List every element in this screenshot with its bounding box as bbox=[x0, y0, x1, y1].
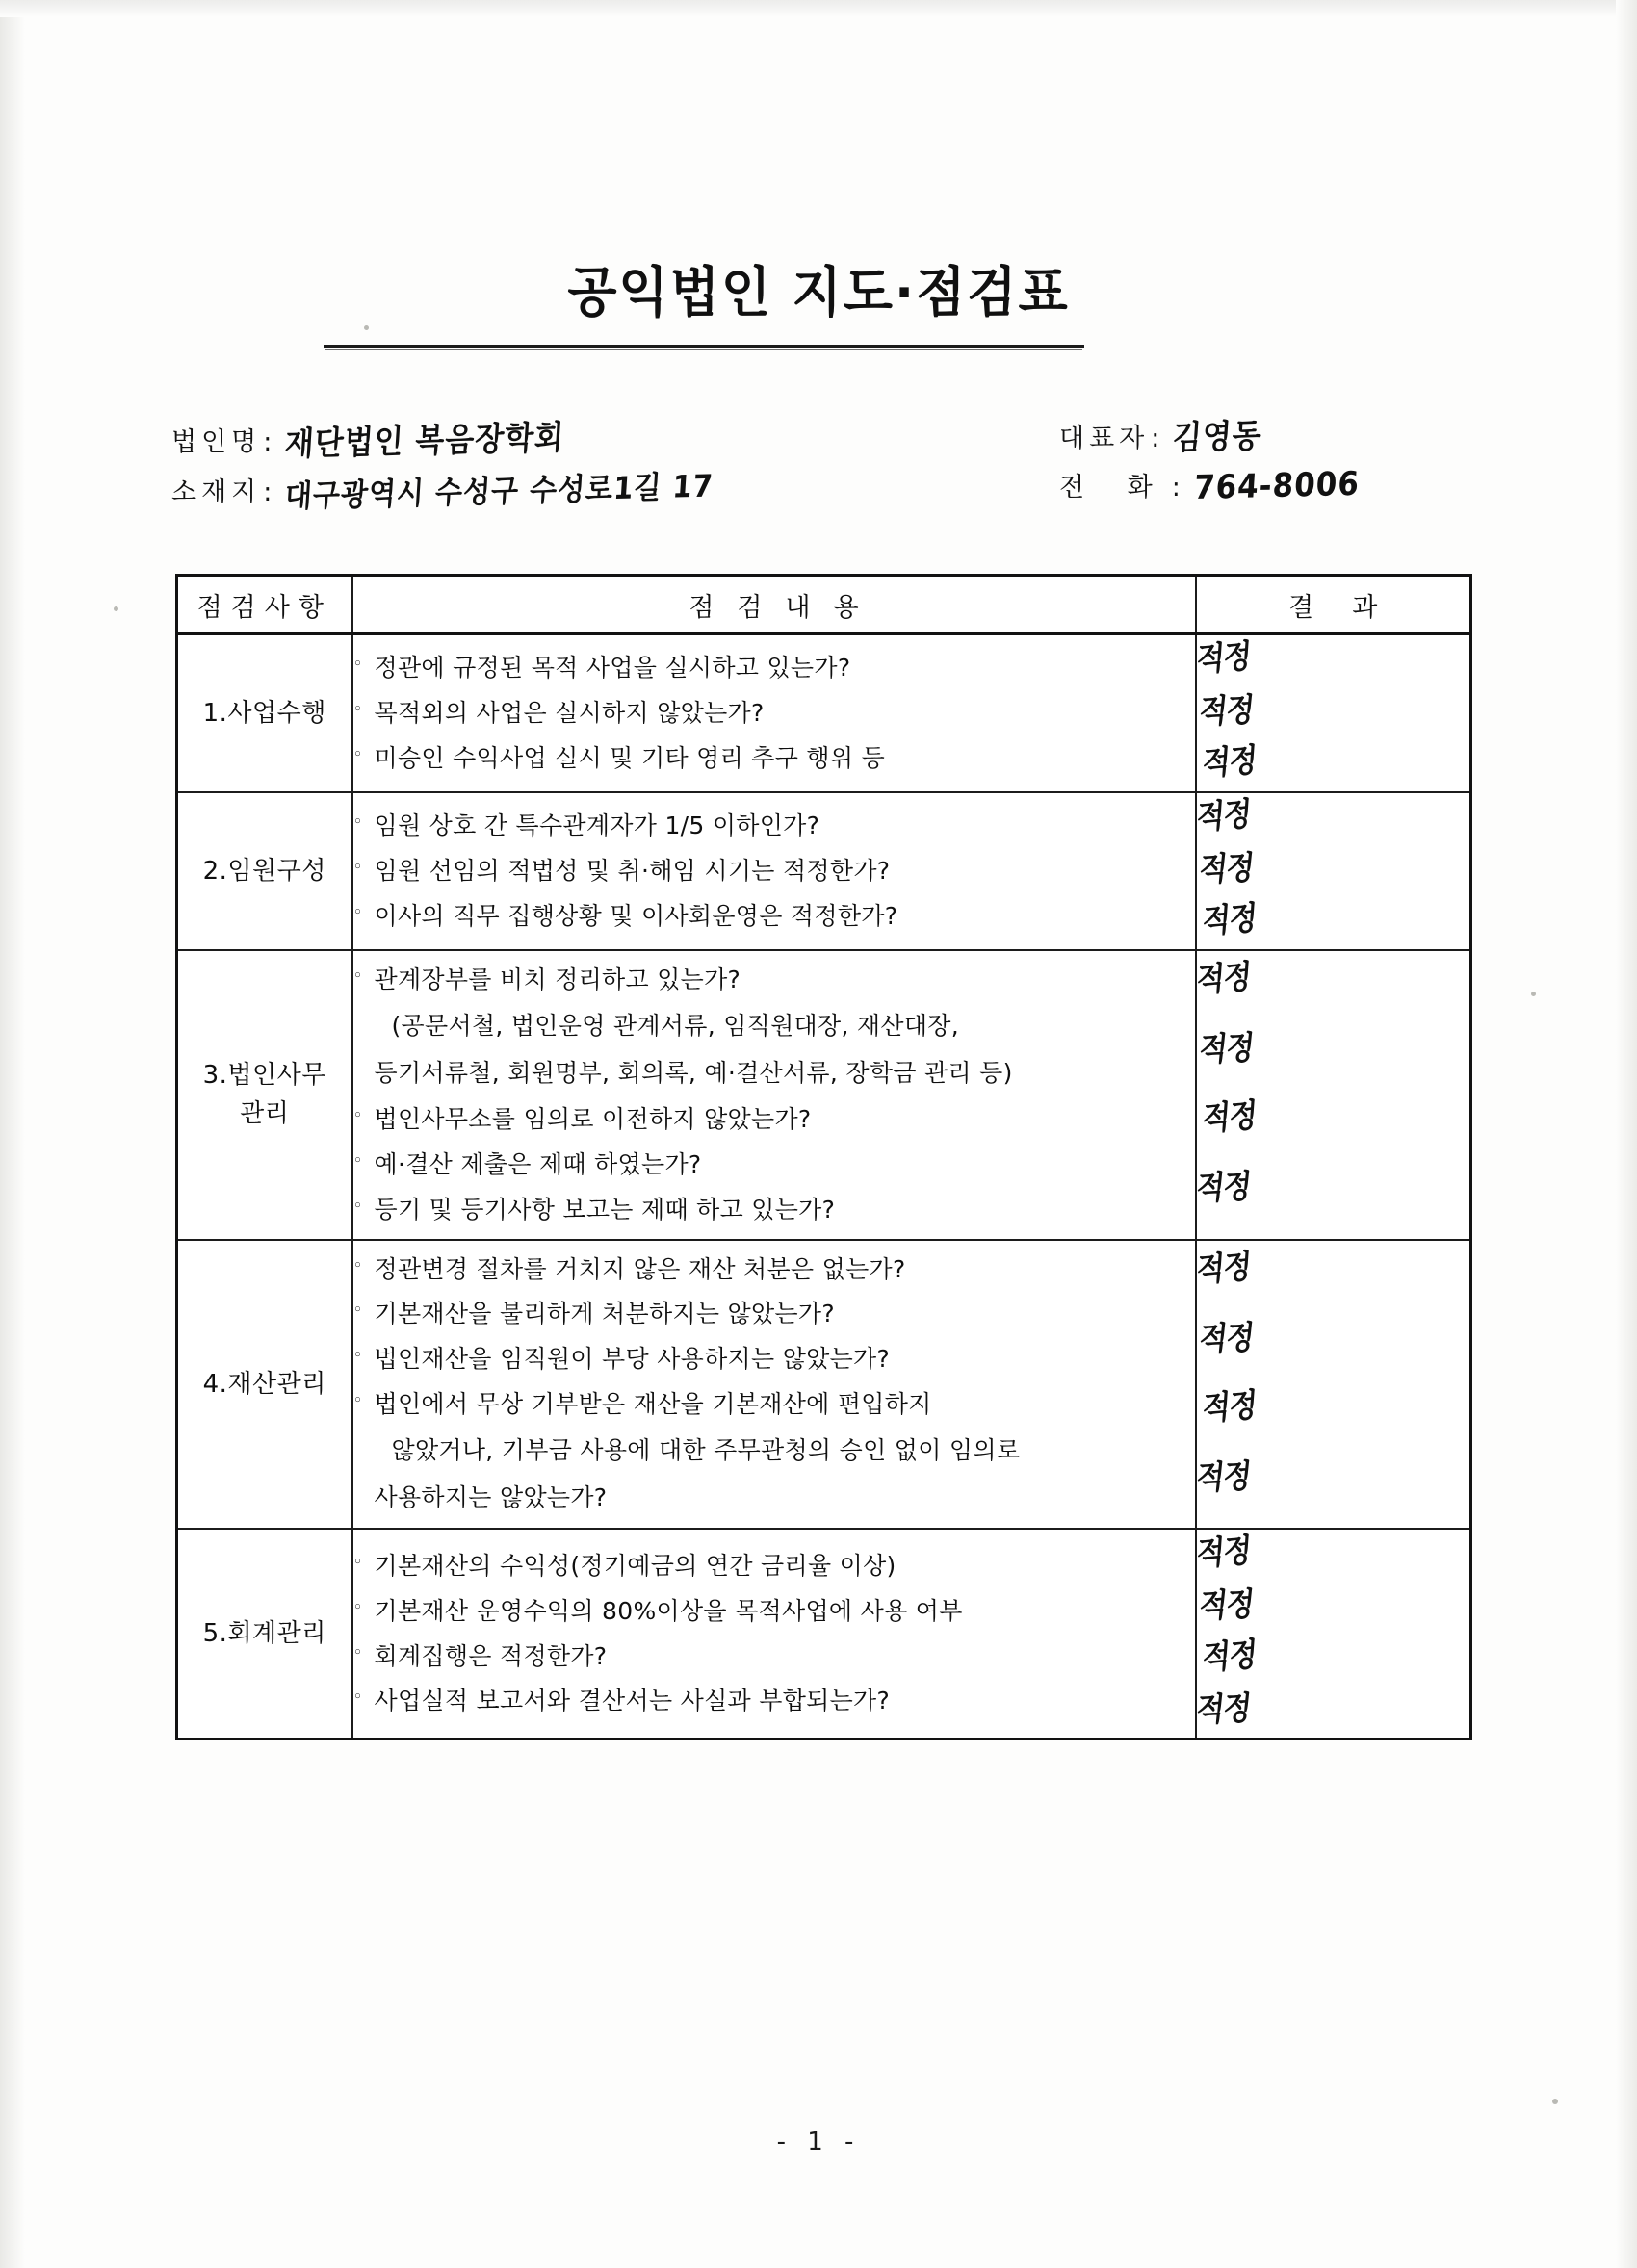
phone-value: 764-8006 bbox=[1192, 464, 1361, 507]
column-header-content-text: 점검내용 bbox=[689, 592, 882, 623]
checklist-item-text: 기본재산을 불리하게 처분하지는 않았는가? bbox=[374, 1300, 835, 1328]
table-row bbox=[177, 1240, 1471, 1530]
checklist-item-text: 기본재산 운영수익의 80%이상을 목적사업에 사용 여부 bbox=[374, 1596, 963, 1625]
row-category-cell bbox=[177, 792, 352, 950]
address-label: 소재지 bbox=[171, 477, 262, 507]
checklist-item bbox=[353, 1298, 1195, 1330]
result-mark: 적정 bbox=[1194, 1168, 1253, 1208]
bullet-icon: ◦ bbox=[352, 1390, 363, 1410]
phone-label: 전 화 bbox=[1059, 473, 1170, 503]
checklist-item-text: 법인사무소를 임의로 이전하지 않았는가? bbox=[374, 1105, 812, 1134]
representative-value: 김영동 bbox=[1171, 417, 1264, 458]
bullet-icon: ◦ bbox=[352, 1688, 363, 1708]
table-row bbox=[177, 792, 1471, 950]
column-header-category-text: 점검사항 bbox=[196, 592, 332, 623]
bullet-icon: ◦ bbox=[352, 966, 363, 986]
result-mark: 적정 bbox=[1194, 637, 1252, 680]
row-category-cell bbox=[177, 1529, 352, 1740]
bullet-icon: ◦ bbox=[352, 1553, 363, 1572]
field-phone bbox=[1059, 464, 1361, 507]
result-mark: 적정 bbox=[1194, 1532, 1252, 1574]
corporation-name-label: 법인명 bbox=[171, 427, 262, 457]
checklist-item-text: 회계집행은 적정한가? bbox=[374, 1641, 608, 1670]
row-category-label: 2.임원구성 bbox=[202, 856, 326, 886]
table-header-row bbox=[177, 576, 1471, 634]
row-result-cell bbox=[1196, 950, 1471, 1240]
checklist-item bbox=[353, 1685, 1195, 1717]
row-content-cell bbox=[352, 950, 1196, 1240]
bullet-icon: ◦ bbox=[352, 858, 363, 878]
checklist-item-text: 정관변경 절차를 거치지 않은 재산 처분은 없는가? bbox=[374, 1254, 906, 1283]
bullet-icon: ◦ bbox=[352, 812, 363, 833]
bullet-icon: ◦ bbox=[352, 1151, 363, 1171]
checklist-item-text: 예·결산 제출은 제때 하였는가? bbox=[374, 1150, 702, 1178]
column-header-category bbox=[177, 576, 352, 634]
result-mark: 적정 bbox=[1200, 741, 1258, 784]
row-category-label: 3.법인사무 bbox=[202, 1060, 326, 1090]
table-row bbox=[177, 950, 1471, 1240]
row-content-cell bbox=[352, 634, 1196, 793]
row-category-label: 1.사업수행 bbox=[202, 698, 326, 728]
checklist-item bbox=[353, 1194, 1195, 1226]
table-row bbox=[177, 634, 1471, 793]
row-category-label: 4.재산관리 bbox=[202, 1369, 326, 1399]
bullet-icon: ◦ bbox=[352, 1301, 363, 1321]
checklist-item-text: 임원 상호 간 특수관계자가 1/5 이하인가? bbox=[374, 812, 820, 840]
row-category-label: 5.회계관리 bbox=[202, 1618, 326, 1648]
column-header-content bbox=[352, 576, 1196, 634]
table-body bbox=[177, 634, 1471, 1740]
result-mark: 적정 bbox=[1194, 1457, 1253, 1498]
checklist-item-text: 이사의 직무 집행상황 및 이사회운영은 적정한가? bbox=[374, 901, 898, 930]
page-title-container bbox=[0, 252, 1637, 335]
checklist-item-text: 미승인 수익사업 실시 및 기타 영리 추구 행위 등 bbox=[374, 743, 886, 772]
checklist-item bbox=[353, 1595, 1195, 1628]
column-header-result-text: 결과 bbox=[1288, 592, 1416, 623]
checklist-item-text: 사업실적 보고서와 결산서는 사실과 부합되는가? bbox=[374, 1687, 891, 1715]
checklist-item bbox=[353, 855, 1195, 888]
colon-separator: : bbox=[263, 477, 273, 507]
row-result-cell bbox=[1196, 1529, 1471, 1740]
result-mark: 적정 bbox=[1194, 1689, 1253, 1730]
colon-separator: : bbox=[263, 427, 273, 457]
checklist-item-continuation: 않았거나, 기부금 사용에 대한 주무관청의 승인 없이 임의로 bbox=[391, 1435, 1021, 1464]
inspection-table bbox=[175, 574, 1472, 1740]
result-mark: 적정 bbox=[1197, 849, 1256, 889]
bullet-icon: ◦ bbox=[352, 1642, 363, 1662]
scan-speck bbox=[1552, 2099, 1558, 2104]
scan-speck bbox=[1531, 992, 1536, 996]
bullet-icon: ◦ bbox=[352, 1255, 363, 1276]
checklist-item-text: 법인재산을 임직원이 부당 사용하지는 않았는가? bbox=[374, 1345, 891, 1373]
checklist-item-text: 법인에서 무상 기부받은 재산을 기본재산에 편입하지 bbox=[374, 1389, 932, 1418]
row-result-cell bbox=[1196, 634, 1471, 793]
checklist-item bbox=[353, 1148, 1195, 1181]
row-category-cell bbox=[177, 634, 352, 793]
page-title: 공익법인 지도·점검표 bbox=[567, 262, 1070, 324]
corporation-name-value: 재단법인 복음장학회 bbox=[283, 418, 566, 464]
checklist-item-text: 임원 선임의 적법성 및 취·해임 시기는 적정한가? bbox=[374, 857, 891, 886]
bullet-icon: ◦ bbox=[352, 1346, 363, 1365]
result-mark: 적정 bbox=[1197, 1585, 1256, 1626]
bullet-icon: ◦ bbox=[352, 655, 363, 675]
row-category-cell bbox=[177, 950, 352, 1240]
row-content-cell bbox=[352, 1240, 1196, 1530]
bullet-icon: ◦ bbox=[352, 1196, 363, 1216]
checklist-item bbox=[353, 1550, 1195, 1583]
row-content-cell bbox=[352, 792, 1196, 950]
result-mark: 적정 bbox=[1200, 1636, 1258, 1678]
result-mark: 적정 bbox=[1197, 691, 1256, 732]
bullet-icon: ◦ bbox=[352, 1106, 363, 1126]
checklist-item-continuation: 사용하지는 않았는가? bbox=[374, 1482, 608, 1511]
checklist-item bbox=[353, 742, 1195, 775]
checklist-item bbox=[353, 697, 1195, 730]
row-content-cell bbox=[352, 1529, 1196, 1740]
colon-separator: : bbox=[1151, 424, 1160, 453]
field-corporation-name bbox=[171, 416, 566, 464]
checklist-item bbox=[353, 964, 1195, 996]
bullet-icon: ◦ bbox=[352, 902, 363, 922]
result-mark: 적정 bbox=[1194, 958, 1252, 1000]
checklist-item bbox=[353, 1103, 1195, 1136]
checklist-item-continuation: 등기서류철, 회원명부, 회의록, 예·결산서류, 장학금 관리 등) bbox=[374, 1059, 1013, 1087]
scan-edge-right bbox=[1616, 0, 1637, 2268]
result-mark: 적정 bbox=[1194, 795, 1252, 838]
colon-separator: : bbox=[1171, 473, 1181, 503]
representative-label: 대표자 bbox=[1059, 424, 1150, 453]
title-underline bbox=[324, 345, 1084, 348]
checklist-item-continuation: (공문서철, 법인운영 관계서류, 임직원대장, 재산대장, bbox=[391, 1011, 959, 1040]
result-mark: 적정 bbox=[1200, 1096, 1258, 1139]
result-mark: 적정 bbox=[1197, 1029, 1256, 1070]
field-representative bbox=[1059, 412, 1264, 458]
scan-edge-left bbox=[0, 0, 25, 2268]
bullet-icon: ◦ bbox=[352, 700, 363, 720]
checklist-item-text: 관계장부를 비치 정리하고 있는가? bbox=[374, 966, 741, 993]
result-mark: 적정 bbox=[1194, 1247, 1252, 1290]
scan-edge-top bbox=[0, 0, 1637, 17]
checklist-item bbox=[353, 1253, 1195, 1286]
row-category-cell bbox=[177, 1240, 352, 1530]
row-result-cell bbox=[1196, 1240, 1471, 1530]
field-address bbox=[171, 467, 715, 515]
result-mark: 적정 bbox=[1197, 1318, 1256, 1359]
bullet-icon: ◦ bbox=[352, 1597, 363, 1617]
row-result-cell bbox=[1196, 792, 1471, 950]
checklist-item bbox=[353, 1343, 1195, 1376]
checklist-item-text: 정관에 규정된 목적 사업을 실시하고 있는가? bbox=[374, 654, 851, 683]
scan-speck bbox=[114, 606, 118, 611]
checklist-item bbox=[353, 1388, 1195, 1421]
address-value: 대구광역시 수성구 수성로1길 17 bbox=[284, 467, 715, 515]
result-mark: 적정 bbox=[1200, 899, 1258, 941]
bullet-icon: ◦ bbox=[352, 744, 363, 764]
checklist-item-text: 등기 및 등기사항 보고는 제때 하고 있는가? bbox=[374, 1195, 836, 1224]
table-row bbox=[177, 1529, 1471, 1740]
checklist-item-text: 기본재산의 수익성(정기예금의 연간 금리율 이상) bbox=[374, 1552, 896, 1580]
checklist-item bbox=[353, 810, 1195, 842]
checklist-item bbox=[353, 652, 1195, 684]
checklist-item-text: 목적외의 사업은 실시하지 않았는가? bbox=[374, 699, 765, 728]
page-number: - 1 - bbox=[776, 2127, 861, 2156]
row-category-label: 관리 bbox=[240, 1099, 290, 1129]
checklist-item bbox=[353, 900, 1195, 933]
checklist-item bbox=[353, 1640, 1195, 1673]
result-mark: 적정 bbox=[1200, 1386, 1258, 1429]
